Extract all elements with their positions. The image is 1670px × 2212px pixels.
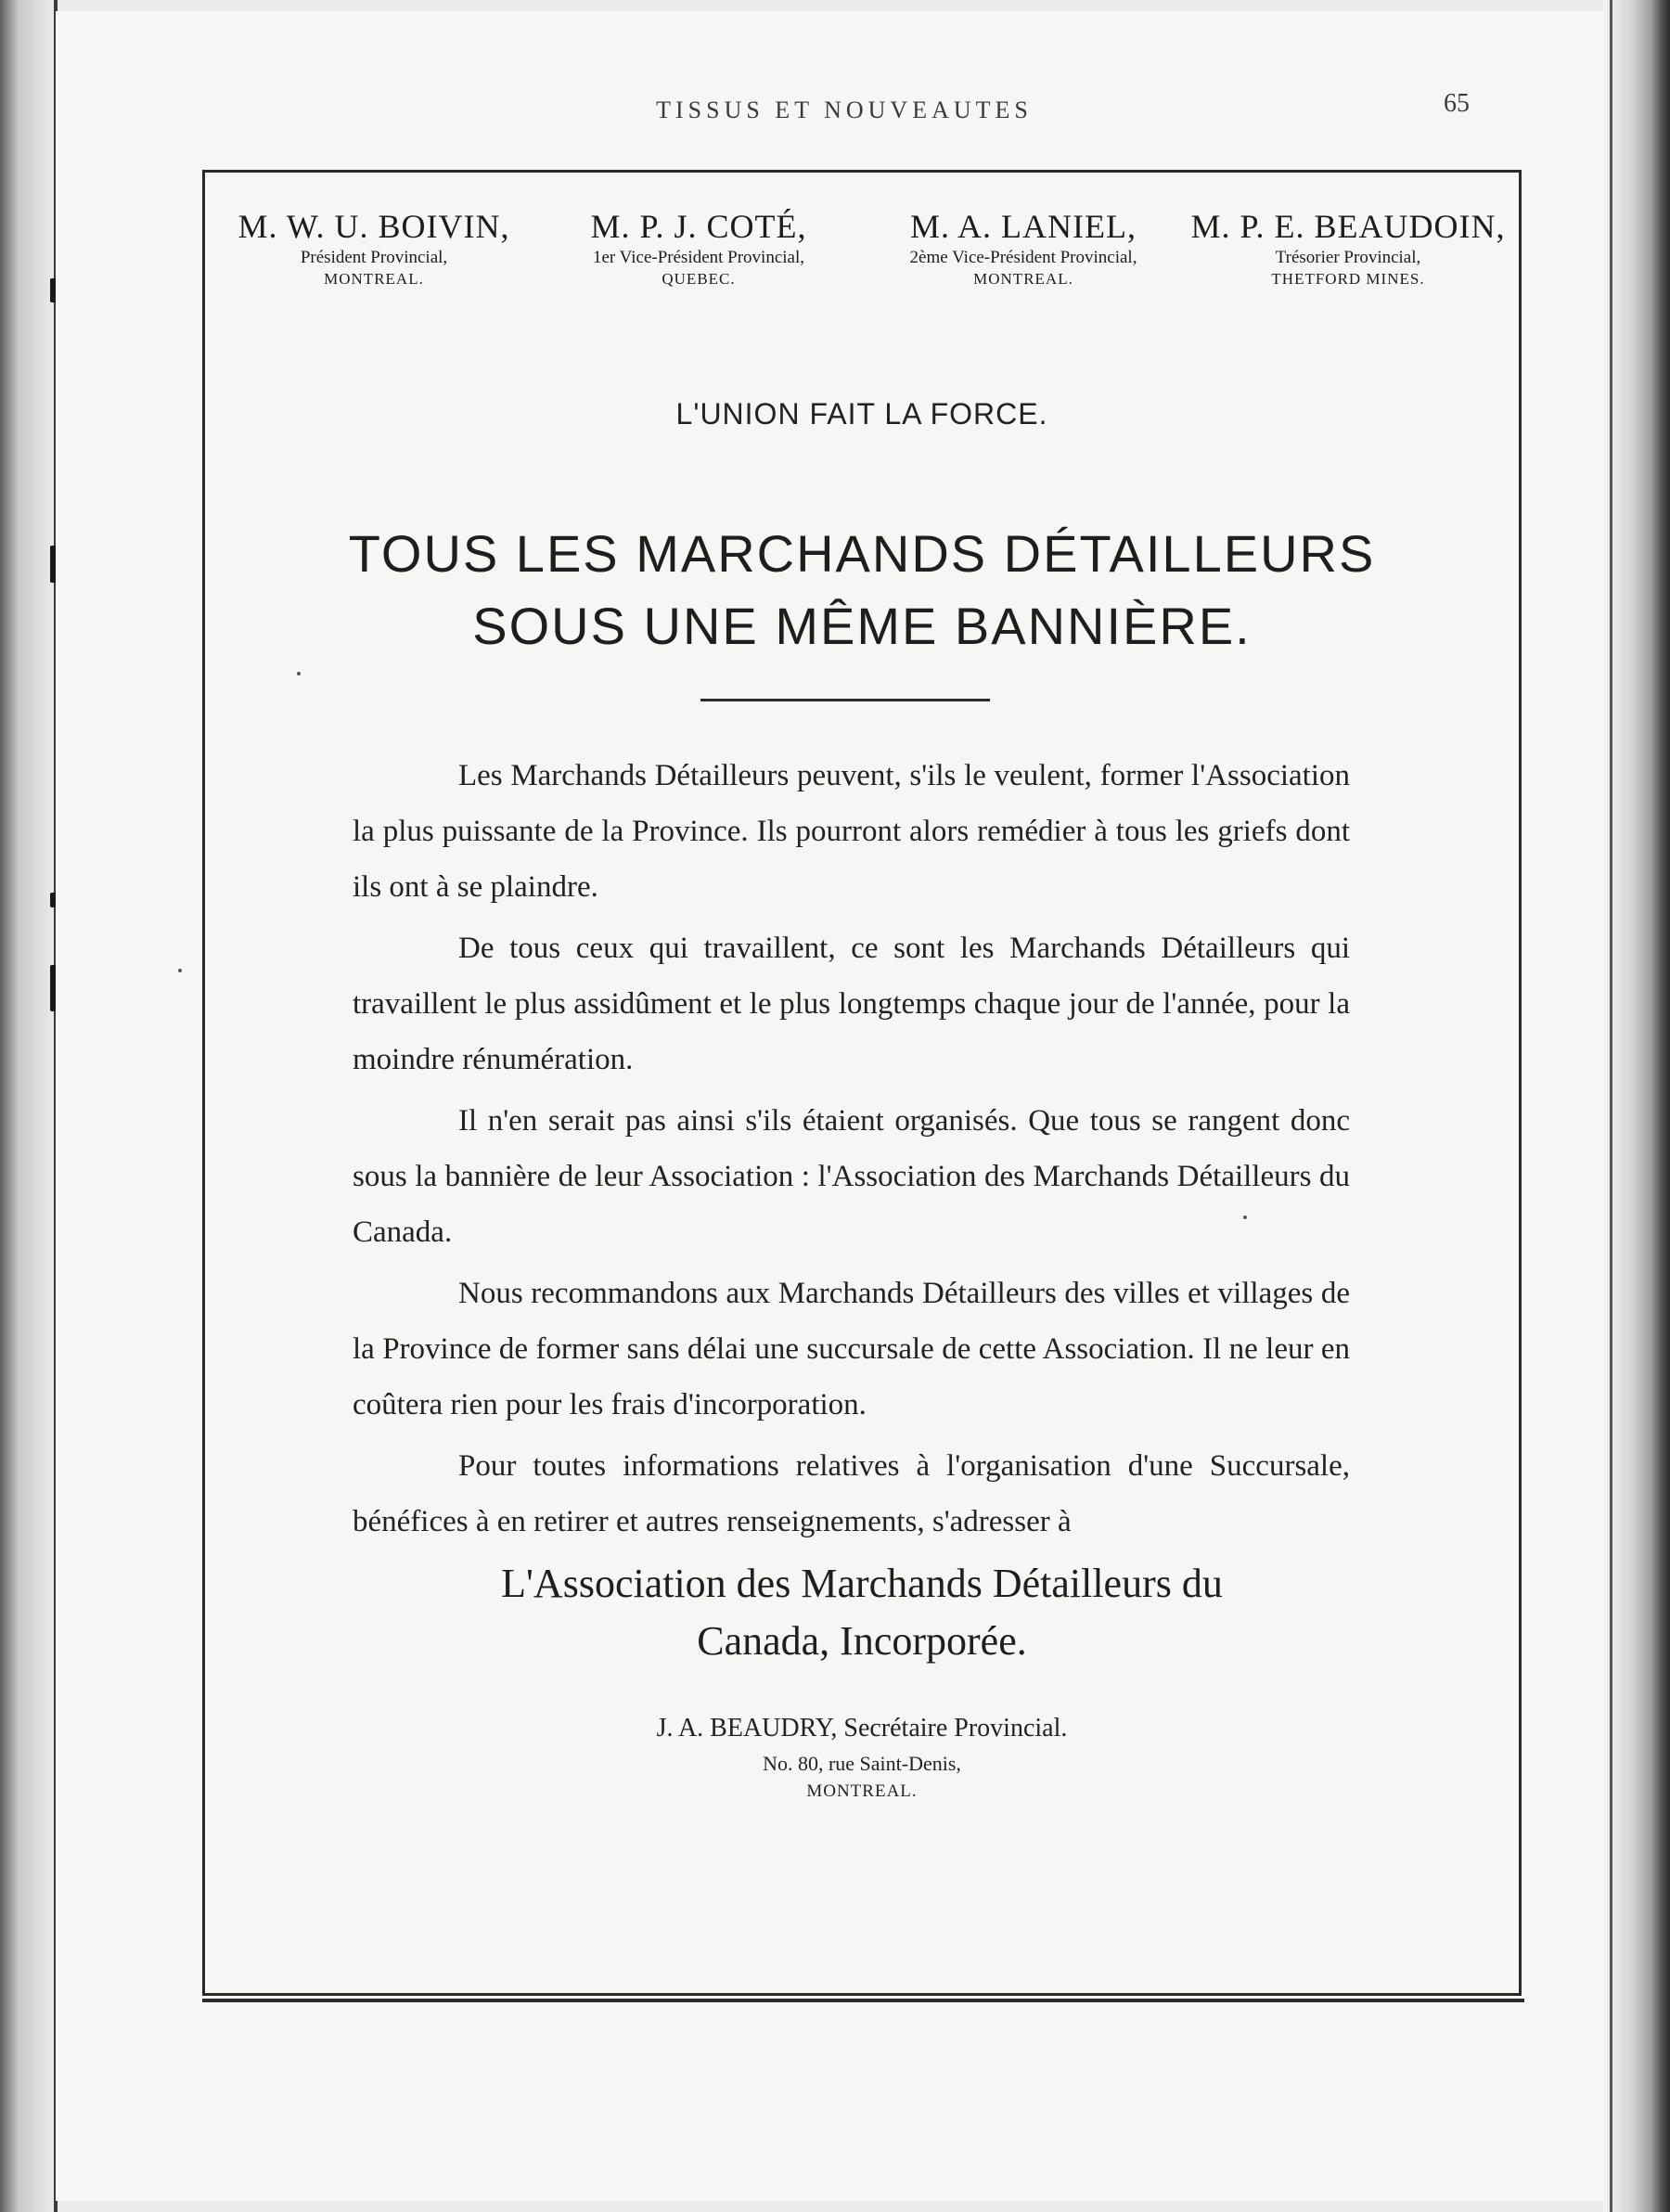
paragraph: Les Marchands Détailleurs peuvent, s'ils le veulent, former l'Association la plus puissante de la Province. Ils pourront alors remédier à tous les griefs dont ils ont à se plaindre. <box>353 759 1350 904</box>
officers-list <box>212 206 1510 308</box>
motto: L'UNION FAIT LA FORCE. <box>675 397 1048 431</box>
officer-name: M. W. U. BOIVIN, <box>238 208 510 245</box>
headline-line: SOUS UNE MÊME BANNIÈRE. <box>472 597 1252 655</box>
officer-president <box>212 206 536 289</box>
association-name-line: L'Association des Marchands Détailleurs du <box>501 1561 1223 1606</box>
running-head: TISSUS ET NOUVEAUTES <box>656 96 1033 123</box>
scan-right-border <box>1610 0 1612 2212</box>
page-number: 65 <box>1444 89 1470 118</box>
officer-title: 2ème Vice-Président Provincial, <box>909 248 1137 267</box>
headline-divider <box>700 699 990 701</box>
officer-first-vice-president <box>536 206 861 289</box>
officer-title: 1er Vice-Président Provincial, <box>592 248 805 267</box>
officer-name: M. A. LANIEL, <box>910 208 1137 245</box>
officer-name: M. P. J. COTÉ, <box>590 208 807 245</box>
scan-speck <box>1243 1215 1247 1219</box>
association-name-line: Canada, Incorporée. <box>697 1618 1027 1664</box>
scan-right-edge <box>1603 0 1670 2212</box>
officer-title: Président Provincial, <box>300 248 448 267</box>
paragraph: Il n'en serait pas ainsi s'ils étaient organisés. Que tous se rangent donc sous la bannière de leur Association : l'Association des Marchands Détailleurs du Canada. <box>353 1104 1350 1249</box>
secretary-address: No. 80, rue Saint-Denis, <box>763 1752 961 1775</box>
officer-title: Trésorier Provincial, <box>1275 248 1421 267</box>
body-text <box>353 748 1350 1555</box>
officer-treasurer <box>1186 206 1510 289</box>
scan-speck <box>178 969 182 972</box>
headline-line: TOUS LES MARCHANDS DÉTAILLEURS <box>348 524 1376 583</box>
frame-bottom-rule <box>202 1999 1524 2002</box>
officer-city: THETFORD MINES. <box>1271 270 1425 288</box>
officer-second-vice-president <box>861 206 1186 289</box>
officer-city: MONTREAL. <box>324 270 424 288</box>
headline <box>202 518 1522 662</box>
secretary-name: J. A. BEAUDRY, Secrétaire Provincial. <box>656 1714 1068 1743</box>
signature-block <box>202 1709 1522 1804</box>
paragraph: De tous ceux qui travaillent, ce sont les Marchands Détailleurs qui travaillent le plus assidûment et le plus longtemps chaque jour de l'année, pour la moindre rénumération. <box>353 932 1350 1076</box>
paragraph: Nous recommandons aux Marchands Détailleurs des villes et villages de la Province de former sans délai une succursale de cette Association. Il ne leur en coûtera rien pour les frais d'incorporation. <box>353 1277 1350 1421</box>
officer-city: MONTREAL. <box>973 270 1073 288</box>
scan-speck <box>297 672 301 675</box>
officer-name: M. P. E. BEAUDOIN, <box>1190 208 1506 245</box>
officer-city: QUEBEC. <box>662 270 736 288</box>
association-name <box>202 1555 1522 1670</box>
secretary-city: MONTREAL. <box>806 1781 918 1801</box>
paragraph: Pour toutes informations relatives à l'organisation d'une Succursale, bénéfices à en retirer et autres renseignements, s'adresser à <box>353 1449 1350 1538</box>
scan-left-edge <box>0 0 56 2212</box>
